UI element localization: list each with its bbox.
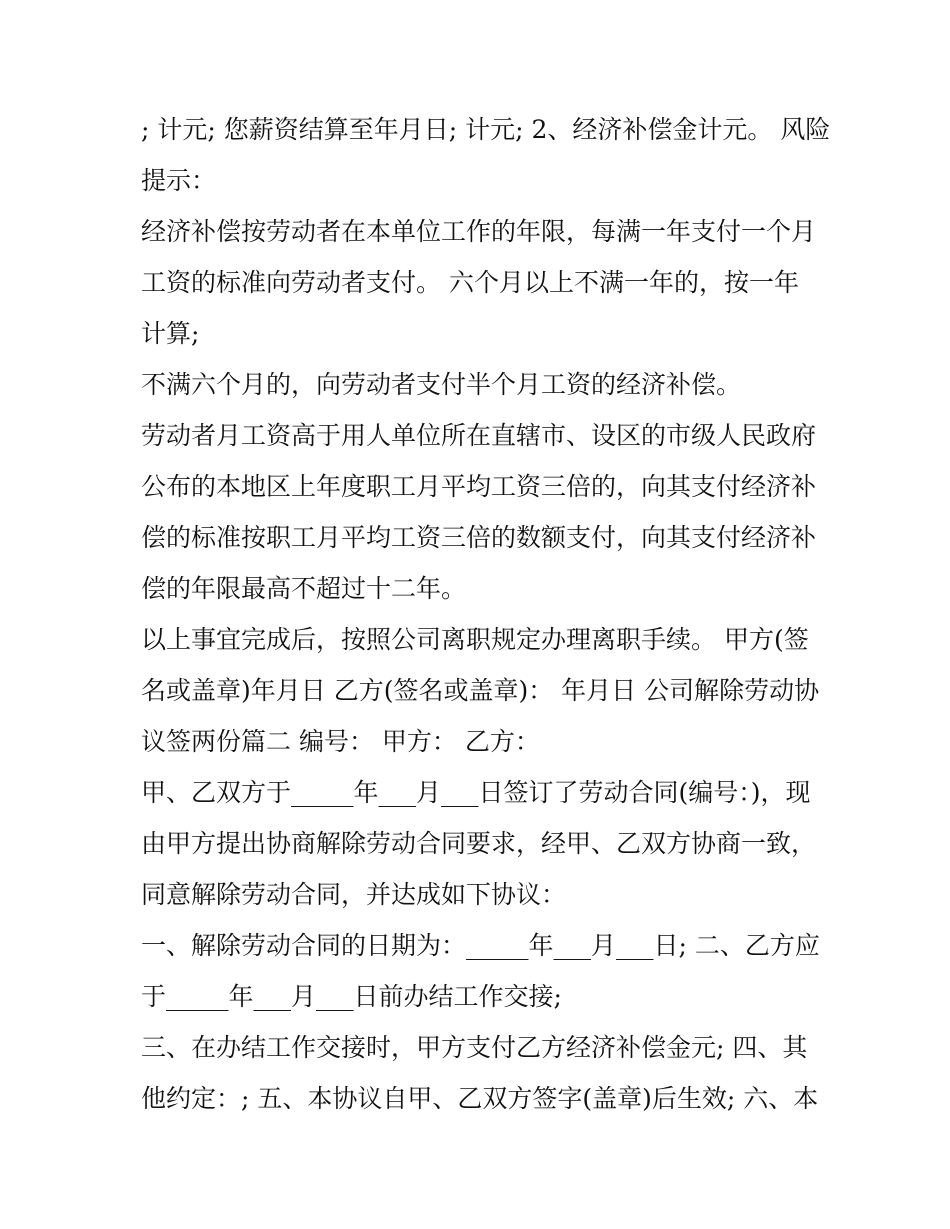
text-line: 公布的本地区上年度职工月平均工资三倍的，向其支付经济补 [141, 472, 817, 501]
text-line: 劳动者月工资高于用人单位所在直辖市、设区的市级人民政府 [141, 421, 817, 450]
text-line: 经济补偿按劳动者在本单位工作的年限，每满一年支付一个月 [141, 217, 817, 246]
text-line: 偿的年限最高不超过十二年。 [141, 574, 467, 603]
text-line: 不满六个月的，向劳动者支付半个月工资的经济补偿。 [141, 370, 742, 399]
text-line: 由甲方提出协商解除劳动合同要求，经甲、乙双方协商一致， [141, 829, 817, 858]
text-line: 于_____年___月___日前办结工作交接; [141, 982, 562, 1011]
document-body [141, 104, 831, 1124]
text-line: 名或盖章)年月日 乙方(签名或盖章)： 年月日 公司解除劳动协 [141, 676, 820, 705]
text-line: ; 计元; 您薪资结算至年月日; 计元; 2、经济补偿金计元。 风险 [141, 115, 831, 144]
text-line: 一、解除劳动合同的日期为：_____年___月___日; 二、乙方应 [141, 931, 820, 960]
text-line: 提示： [141, 166, 217, 195]
text-line: 以上事宜完成后，按照公司离职规定办理离职手续。 甲方(签 [141, 625, 809, 654]
text-line: 他约定：; 五、本协议自甲、乙双方签字(盖章)后生效; 六、本 [141, 1084, 819, 1113]
text-line: 工资的标准向劳动者支付。 六个月以上不满一年的，按一年 [141, 268, 799, 297]
text-line: 三、在办结工作交接时，甲方支付乙方经济补偿金元; 四、其 [141, 1033, 808, 1062]
text-line: 甲、乙双方于_____年___月___日签订了劳动合同(编号：)，现 [141, 778, 811, 807]
text-line: 议签两份篇二 编号： 甲方： 乙方： [141, 727, 540, 756]
text-line: 偿的标准按职工月平均工资三倍的数额支付，向其支付经济补 [141, 523, 817, 552]
text-line: 计算; [141, 319, 200, 348]
text-line: 同意解除劳动合同，并达成如下协议： [141, 880, 567, 909]
